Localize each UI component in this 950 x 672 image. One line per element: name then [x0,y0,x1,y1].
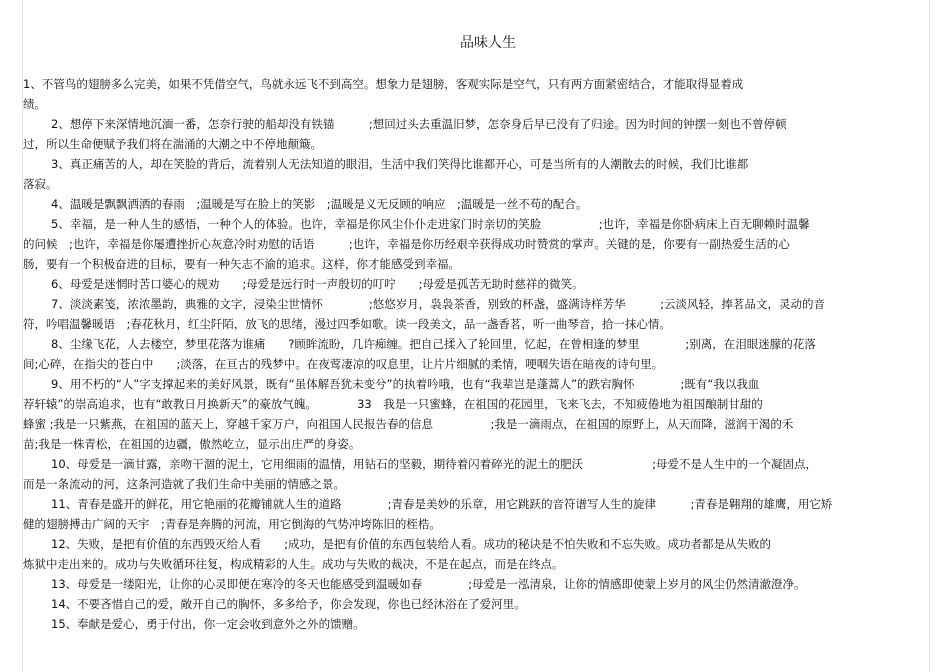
document-page [23,32,923,634]
paragraph-3-line-2: 落寂。 [23,177,58,191]
document-title: 品味人生 [460,35,516,51]
paragraph-4-line-1: 4、温暖是飘飘洒洒的春雨 ;温暖是写在脸上的笑影 ;温暖是义无反顾的响应 ;温暖是一丝不苟的配合。 [51,197,588,211]
paragraph-1-line-1: 1、不管鸟的翅膀多么完美，如果不凭借空气，鸟就永远飞不到高空。想象力是翅膀，客观实际是空气，只有两方面紧密结合，才能取得显着成 [23,77,744,91]
paragraph-9-line-2: 荐轩辕”的崇高追求，也有“敢教日月换新天”的豪放气魄。 33 我是一只蜜蜂，在祖国的花园里，飞来飞去，不知疲倦地为祖国酿制甘甜的 [23,397,763,411]
paragraph-5-line-1: 5、幸福，是一种人生的感悟，一种个人的体验。也许，幸福是你风尘仆仆走进家门时亲切的笑脸 ;也许，幸福是你卧病床上百无聊赖时温馨 [51,217,810,231]
paragraph-9-line-3: 蜂蜜 ;我是一只紫燕，在祖国的蓝天上，穿越千家万户，向祖国人民报告春的信息 ;我是一滴雨点，在祖国的原野上，从天而降，滋润干渴的禾 [23,417,794,431]
paragraph-12-line-1: 12、失败，是把有价值的东西毁灭给人看 ;成功，是把有价值的东西包装给人看。成功的秘诀是不怕失败和不忘失败。成功者都是从失败的 [51,537,772,551]
paragraph-7-line-2: 符，吟唱温馨暖语 ;春花秋月，红尘阡陌，放飞的思绪，漫过四季如歌。读一段美文，品一盏香茗，听一曲琴音，拾一抹心情。 [23,317,671,331]
paragraph-7-line-1: 7、淡淡素笺，浓浓墨韵，典雅的文字，浸染尘世情怀 ;悠悠岁月，袅袅茶香，别致的杯盏，盛满诗样芳华 ;云淡风轻，捧茗品文，灵动的音 [51,297,826,311]
paragraph-5-line-2: 的问候 ;也许，幸福是你屡遭挫折心灰意冷时劝慰的话语 ;也许，幸福是你历经艰辛获得成功时赞赏的掌声。关键的是，你要有一副热爱生活的心 [23,237,790,251]
paragraph-11-line-1: 11、青春是盛开的鲜花，用它艳丽的花瓣铺就人生的道路 ;青春是美妙的乐章，用它跳跃的音符谱写人生的旋律 ;青春是翱翔的雄鹰，用它矫 [51,497,833,511]
paragraph-8-line-1: 8、尘缘飞花，人去楼空，梦里花落为谁痛 ?顾眸流盼，几许痴缠。把自己揉入了轮回里，忆起，在曾相逢的梦里 ;别离，在泪眼迷朦的花落 [51,337,816,351]
paragraph-2-line-2: 过，所以生命便赋予我们将在湍涌的大潮之中不停地颠簸。 [23,137,322,151]
paragraph-6-line-1: 6、母爱是迷惘时苦口婆心的规劝 ;母爱是远行时一声殷切的叮咛 ;母爱是孤苦无助时慈祥的微笑。 [51,277,584,291]
paragraph-13-line-1: 13、母爱是一缕阳光，让你的心灵即便在寒冷的冬天也能感受到温暖如春 ;母爱是一泓清泉，让你的情感即使蒙上岁月的风尘仍然清澈澄净。 [51,577,806,591]
paragraph-8-line-2: 间;心碎，在指尖的苍白中 ;淡落，在亘古的残梦中。在夜莺凄凉的叹息里，让片片细腻的柔情，哽咽失语在暗夜的诗句里。 [23,357,664,371]
paragraph-10-line-2: 而是一条流动的河，这条河造就了我们生命中美丽的情感之景。 [23,477,345,491]
paragraph-2-line-1: 2、想停下来深情地沉湎一番，怎奈行驶的船却没有铁锚 ;想回过头去重温旧梦，怎奈身后早已没有了归途。因为时间的钟摆一刻也不曾停顿 [51,117,787,131]
paragraph-5-line-3: 肠，要有一个积极奋进的目标，要有一种矢志不渝的追求。这样，你才能感受到幸福。 [23,257,460,271]
paragraph-10-line-1: 10、母爱是一滴甘露，亲吻干涸的泥土，它用细雨的温情，用钻石的坚毅，期待着闪着碎光的泥土的肥沃 ;母爱不是人生中的一个凝固点， [51,457,817,471]
paragraph-14-line-1: 14、不要吝惜自己的爱，敞开自己的胸怀，多多给予，你会发现，你也已经沐浴在了爱河里。 [51,597,526,611]
paragraph-15-line-1: 15、奉献是爱心，勇于付出，你一定会收到意外之外的馈赠。 [51,617,365,631]
paragraph-12-line-2: 炼狱中走出来的。成功与失败循环往复，构成精彩的人生。成功与失败的裁决，不是在起点，而是在终点。 [23,557,564,571]
page-right-edge [929,0,930,672]
document-body [23,74,923,634]
paragraph-9-line-4: 苗;我是一株青松，在祖国的边疆，傲然屹立，显示出庄严的身姿。 [23,437,361,451]
paragraph-1-line-2: 绩。 [23,97,46,111]
paragraph-11-line-2: 健的翅膀搏击广阔的天宇 ;青春是奔腾的河流，用它倒海的气势冲垮陈旧的桎梏。 [23,517,441,531]
paragraph-9-line-1: 9、用不朽的“人”字支撑起来的美好风景，既有“虽体解吾犹未变兮”的执着吟哦，也有“我辈岂是蓬蒿人”的跌宕胸怀 ;既有“我以我血 [51,377,760,391]
paragraph-3-line-1: 3、真正痛苦的人，却在笑脸的背后，流着别人无法知道的眼泪，生活中我们笑得比谁都开心，可是当所有的人潮散去的时候，我们比谁都 [51,157,749,171]
